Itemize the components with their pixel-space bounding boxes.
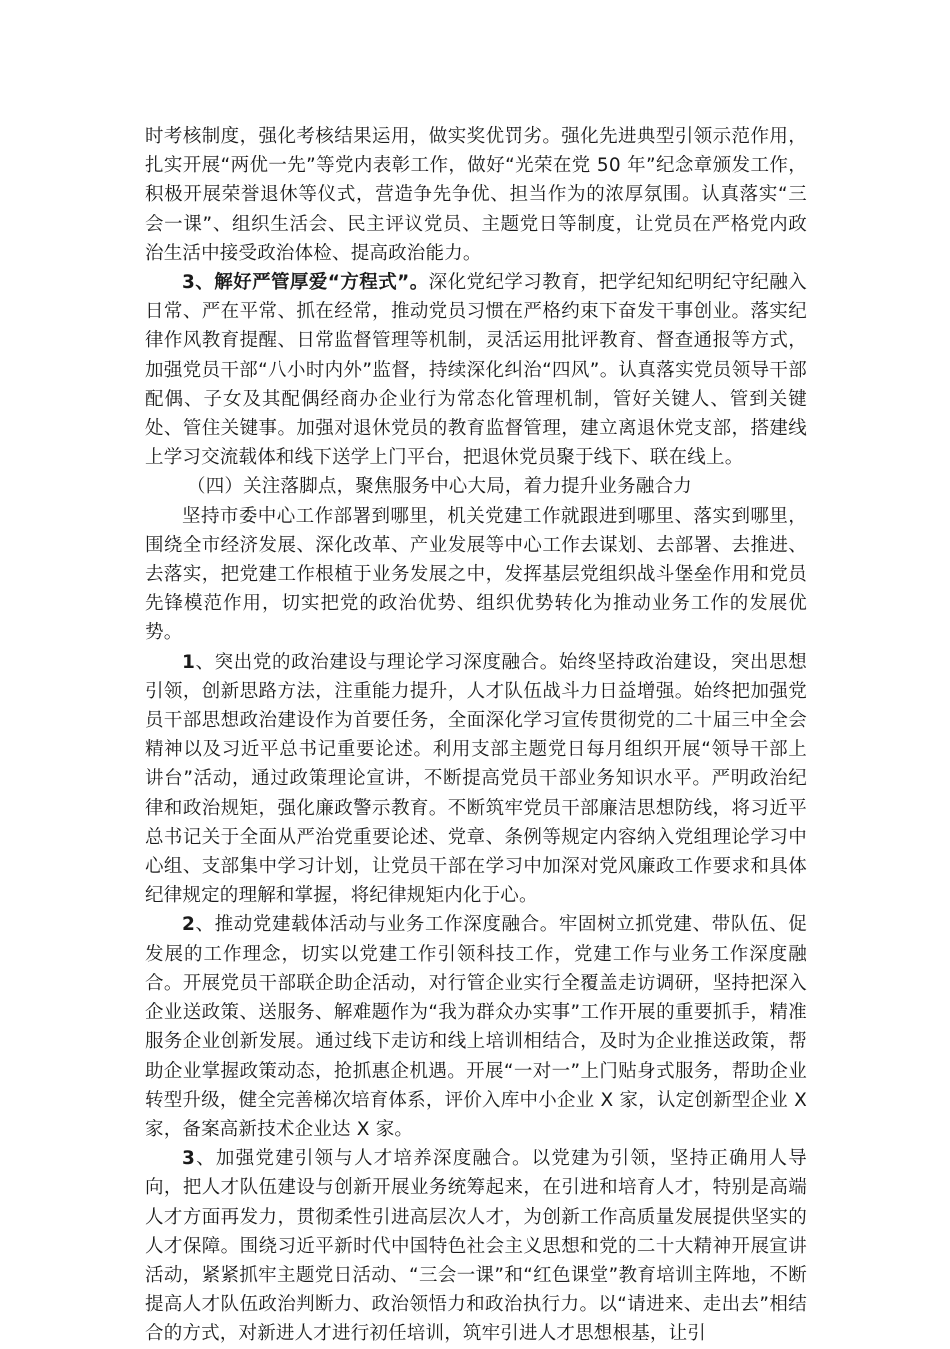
paragraph-text: 、突出党的政治建设与理论学习深度融合。始终坚持政治建设，突出思想引领，创新思路方法，注重能力提升，人才队伍战斗力日益增强。始终把加强党员干部思想政治建设作为首要任务，全面深化学习宣传贯彻党的二十届三中全会精神以及习近平总书记重要论述。利用支部主题党日每月组织开展“领导干部上讲台”活动，通过政策理论宣讲，不断提高党员干部业务知识水平。严明政治纪律和政治规矩，强化廉政警示教育。不断筑牢党员干部廉洁思想防线，将习近平总书记关于全面从严治党重要论述、党章、条例等规定内容纳入党组理论学习中心组、支部集中学习计划，让党员干部在学习中加深对党风廉政工作要求和具体纪律规定的理解和掌握，将纪律规矩内化于心。 [145, 651, 807, 907]
paragraph-lead-number: 2 [182, 914, 196, 936]
section-heading-four [145, 472, 807, 501]
paragraph-text: 时考核制度，强化考核结果运用，做实奖优罚劣。强化先进典型引领示范作用，扎实开展“两优一先”等党内表彰工作，做好“光荣在党 50 年”纪念章颁发工作，积极开展荣誉退休等仪式，营造争先争优、担当作为的浓厚氛围。认真落实“三会一课”、组织生活会、民主评议党员、主题党日等制度，让党员在严格党内政治生活中接受政治体检、提高政治能力。 [145, 126, 807, 264]
paragraph-text: 、加强党建引领与人才培养深度融合。以党建为引领，坚持正确用人导向，把人才队伍建设与创新开展业务统筹起来，在引进和培育人才，特别是高端人才方面再发力，贯彻柔性引进高层次人才，为创新工作高质量发展提供坚实的人才保障。围绕习近平新时代中国特色社会主义思想和党的二十大精神开展宣讲活动，紧紧抓牢主题党日活动、“三会一课”和“红色课堂”教育培训主阵地，不断提高人才队伍政治判断力、政治领悟力和政治执行力。以“请进来、走出去”相结合的方式，对新进人才进行初任培训，筑牢引进人才思想根基，让引 [145, 1148, 807, 1345]
paragraph-item-3 [145, 1144, 807, 1348]
paragraph-evaluation [145, 122, 807, 268]
paragraph-lead-number: 3 [182, 1148, 196, 1170]
paragraph-item-1 [145, 648, 807, 911]
paragraph-text: 、推动党建载体活动与业务工作深度融合。牢固树立抓党建、带队伍、促发展的工作理念，切实以党建工作引领科技工作，党建工作与业务工作深度融合。开展党员干部联企助企活动，对行管企业实行全覆盖走访调研，坚持把深入企业送政策、送服务、解难题作为“我为群众办实事”工作开展的重要抓手，精准服务企业创新发展。通过线下走访和线上培训相结合，及时为企业推送政策，帮助企业掌握政策动态，抢抓惠企机遇。开展“一对一”上门贴身式服务，帮助企业转型升级，健全完善梯次培育体系，评价入库中小企业 X 家，认定创新型企业 X 家，备案高新技术企业达 X 家。 [145, 914, 807, 1140]
paragraph-lead-number: 1 [182, 651, 196, 673]
document-body [145, 122, 807, 1349]
paragraph-text: 深化党纪学习教育，把学纪知纪明纪守纪融入日常、严在平常、抓在经常，推动党员习惯在严格约束下奋发干事创业。落实纪律作风教育提醒、日常监督管理等机制，灵活运用批评教育、督查通报等方式，加强党员干部“八小时内外”监督，持续深化纠治“四风”。认真落实党员领导干部配偶、子女及其配偶经商办企业行为常态化管理机制，管好关键人、管到关键处、管住关键事。加强对退休党员的教育监督管理，建立离退休党支部，搭建线上学习交流载体和线下送学上门平台，把退休党员聚于线下、联在线上。 [145, 272, 807, 469]
paragraph-strict-management [145, 268, 807, 472]
paragraph-section-intro [145, 502, 807, 648]
paragraph-item-2 [145, 910, 807, 1144]
section-heading-text: （四）关注落脚点，聚焦服务中心大局，着力提升业务融合力 [187, 476, 692, 498]
paragraph-text: 坚持市委中心工作部署到哪里，机关党建工作就跟进到哪里、落实到哪里，围绕全市经济发展、深化改革、产业发展等中心工作去谋划、去部署、去推进、去落实，把党建工作根植于业务发展之中，发挥基层党组织战斗堡垒作用和党员先锋模范作用，切实把党的政治优势、组织优势转化为推动业务工作的发展优势。 [145, 505, 807, 644]
paragraph-lead: 3、解好严管厚爱“方程式”。 [182, 272, 429, 294]
